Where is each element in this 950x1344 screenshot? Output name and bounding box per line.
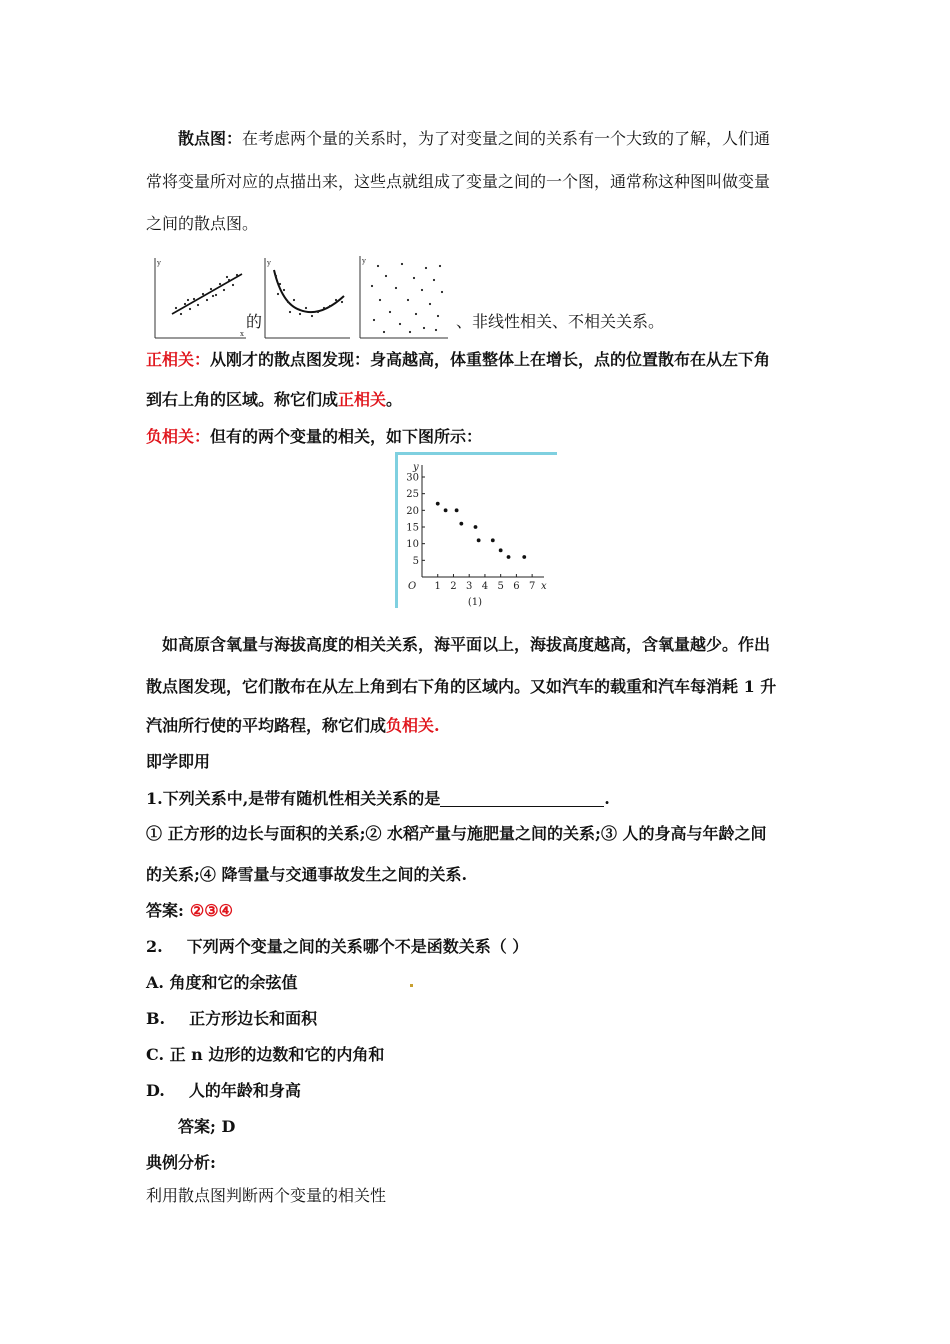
- example-term: 负相关.: [386, 716, 440, 735]
- analysis-heading: 典例分析:: [146, 1153, 216, 1172]
- x-tick-label: 6: [513, 581, 520, 592]
- negative-label: 负相关：: [146, 427, 211, 446]
- scatter-point: [491, 538, 495, 542]
- y-tick-label: 25: [406, 489, 419, 501]
- chart-caption: (1): [467, 597, 483, 608]
- q1-options-line-1: ① 正方形的边长与面积的关系;② 水稻产量与施肥量之间的关系;③ 人的身高与年龄之间: [146, 824, 767, 843]
- svg-text:x: x: [240, 330, 244, 338]
- x-axis-label: x: [541, 581, 547, 592]
- scatter-point: [436, 502, 440, 506]
- negative-scatter-svg: [398, 455, 557, 608]
- x-tick-label: 7: [528, 581, 536, 592]
- q1-answer: 答案: ②③④: [146, 901, 233, 920]
- intro-line-2: 常将变量所对应的点描出来，这些点就组成了变量之间的一个图，通常称这种图叫做变量: [146, 172, 771, 191]
- x-tick-label: 2: [450, 581, 457, 592]
- negative-scatter-chart: [395, 452, 557, 608]
- intro-line-1: 散点图：在考虑两个量的关系时，为了对变量之间的关系有一个大致的了解，人们通: [178, 129, 771, 148]
- linear-scatter-thumbnail: [150, 256, 248, 342]
- analysis-text: 利用散点图判断两个变量的相关性: [146, 1186, 387, 1205]
- q1-blank[interactable]: [440, 790, 604, 807]
- nonlinear-scatter-thumbnail: [260, 256, 352, 342]
- q2-answer: 答案; D: [178, 1117, 236, 1136]
- q2-line: 2. 下列两个变量之间的关系哪个不是函数关系（ ）: [146, 937, 529, 956]
- negative-line: 负相关：但有的两个变量的相关，如下图所示：: [146, 427, 483, 446]
- scatter-point: [444, 508, 448, 512]
- positive-label: 正相关：: [146, 350, 211, 369]
- scatter-point: [477, 538, 481, 542]
- q1-answer-value: ②③④: [189, 901, 233, 920]
- positive-term: 正相关: [338, 390, 387, 409]
- scatter-point: [522, 555, 526, 559]
- positive-line-2: 到右上角的区域。称它们成正相关。: [146, 390, 403, 409]
- origin-label: O: [408, 581, 417, 592]
- y-tick-label: 30: [406, 472, 419, 484]
- y-tick-label: 5: [412, 555, 419, 567]
- q2-option-a: A. 角度和它的余弦值: [146, 973, 298, 992]
- x-tick-label: 5: [497, 581, 504, 592]
- intro-line-3: 之间的散点图。: [146, 214, 259, 233]
- x-tick-label: 4: [481, 581, 489, 592]
- q2-option-d: D. 人的年龄和身高: [146, 1081, 301, 1100]
- y-axis-label: y: [413, 462, 419, 473]
- example-line-2: 散点图发现，它们散布在从左上角到右下角的区域内。又如汽车的载重和汽车每消耗 1 升: [146, 677, 777, 696]
- scatter-point: [455, 508, 459, 512]
- thumbs-partial-left: 的: [246, 312, 263, 331]
- scatter-point: [507, 555, 511, 559]
- thumbs-partial-right: 、非线性相关、不相关关系。: [456, 312, 665, 331]
- q2-option-c: C. 正 n 边形的边数和它的内角和: [146, 1045, 385, 1064]
- stray-dot: [410, 984, 413, 987]
- scatter-point: [459, 522, 463, 526]
- svg-text:y: y: [157, 259, 161, 267]
- svg-text:y: y: [362, 257, 366, 265]
- positive-line-1: 正相关：从刚才的散点图发现：身高越高，体重整体上在增长，点的位置散布在从左下角: [146, 350, 771, 369]
- q1-line: 1.下列关系中,是带有随机性相关关系的是 .: [146, 789, 610, 808]
- q1-options-line-2: 的关系;④ 降雪量与交通事故发生之间的关系.: [146, 865, 468, 884]
- y-tick-label: 20: [406, 505, 419, 517]
- y-tick-label: 10: [406, 539, 419, 551]
- scatter-point: [499, 548, 503, 552]
- x-tick-label: 1: [434, 581, 441, 592]
- uncorrelated-scatter-thumbnail: [356, 254, 450, 342]
- intro-term: 散点图：: [178, 129, 243, 148]
- y-tick-label: 15: [406, 522, 419, 534]
- practice-heading: 即学即用: [146, 752, 211, 771]
- q2-option-b: B. 正方形边长和面积: [146, 1009, 318, 1028]
- scatter-point: [474, 525, 478, 529]
- example-line-1: 如高原含氧量与海拔高度的相关关系，海平面以上，海拔高度越高，含氧量越少。作出: [162, 635, 771, 654]
- x-tick-label: 3: [466, 581, 473, 592]
- svg-text:y: y: [267, 259, 271, 267]
- example-line-3: 汽油所行使的平均路程，称它们成负相关.: [146, 716, 440, 735]
